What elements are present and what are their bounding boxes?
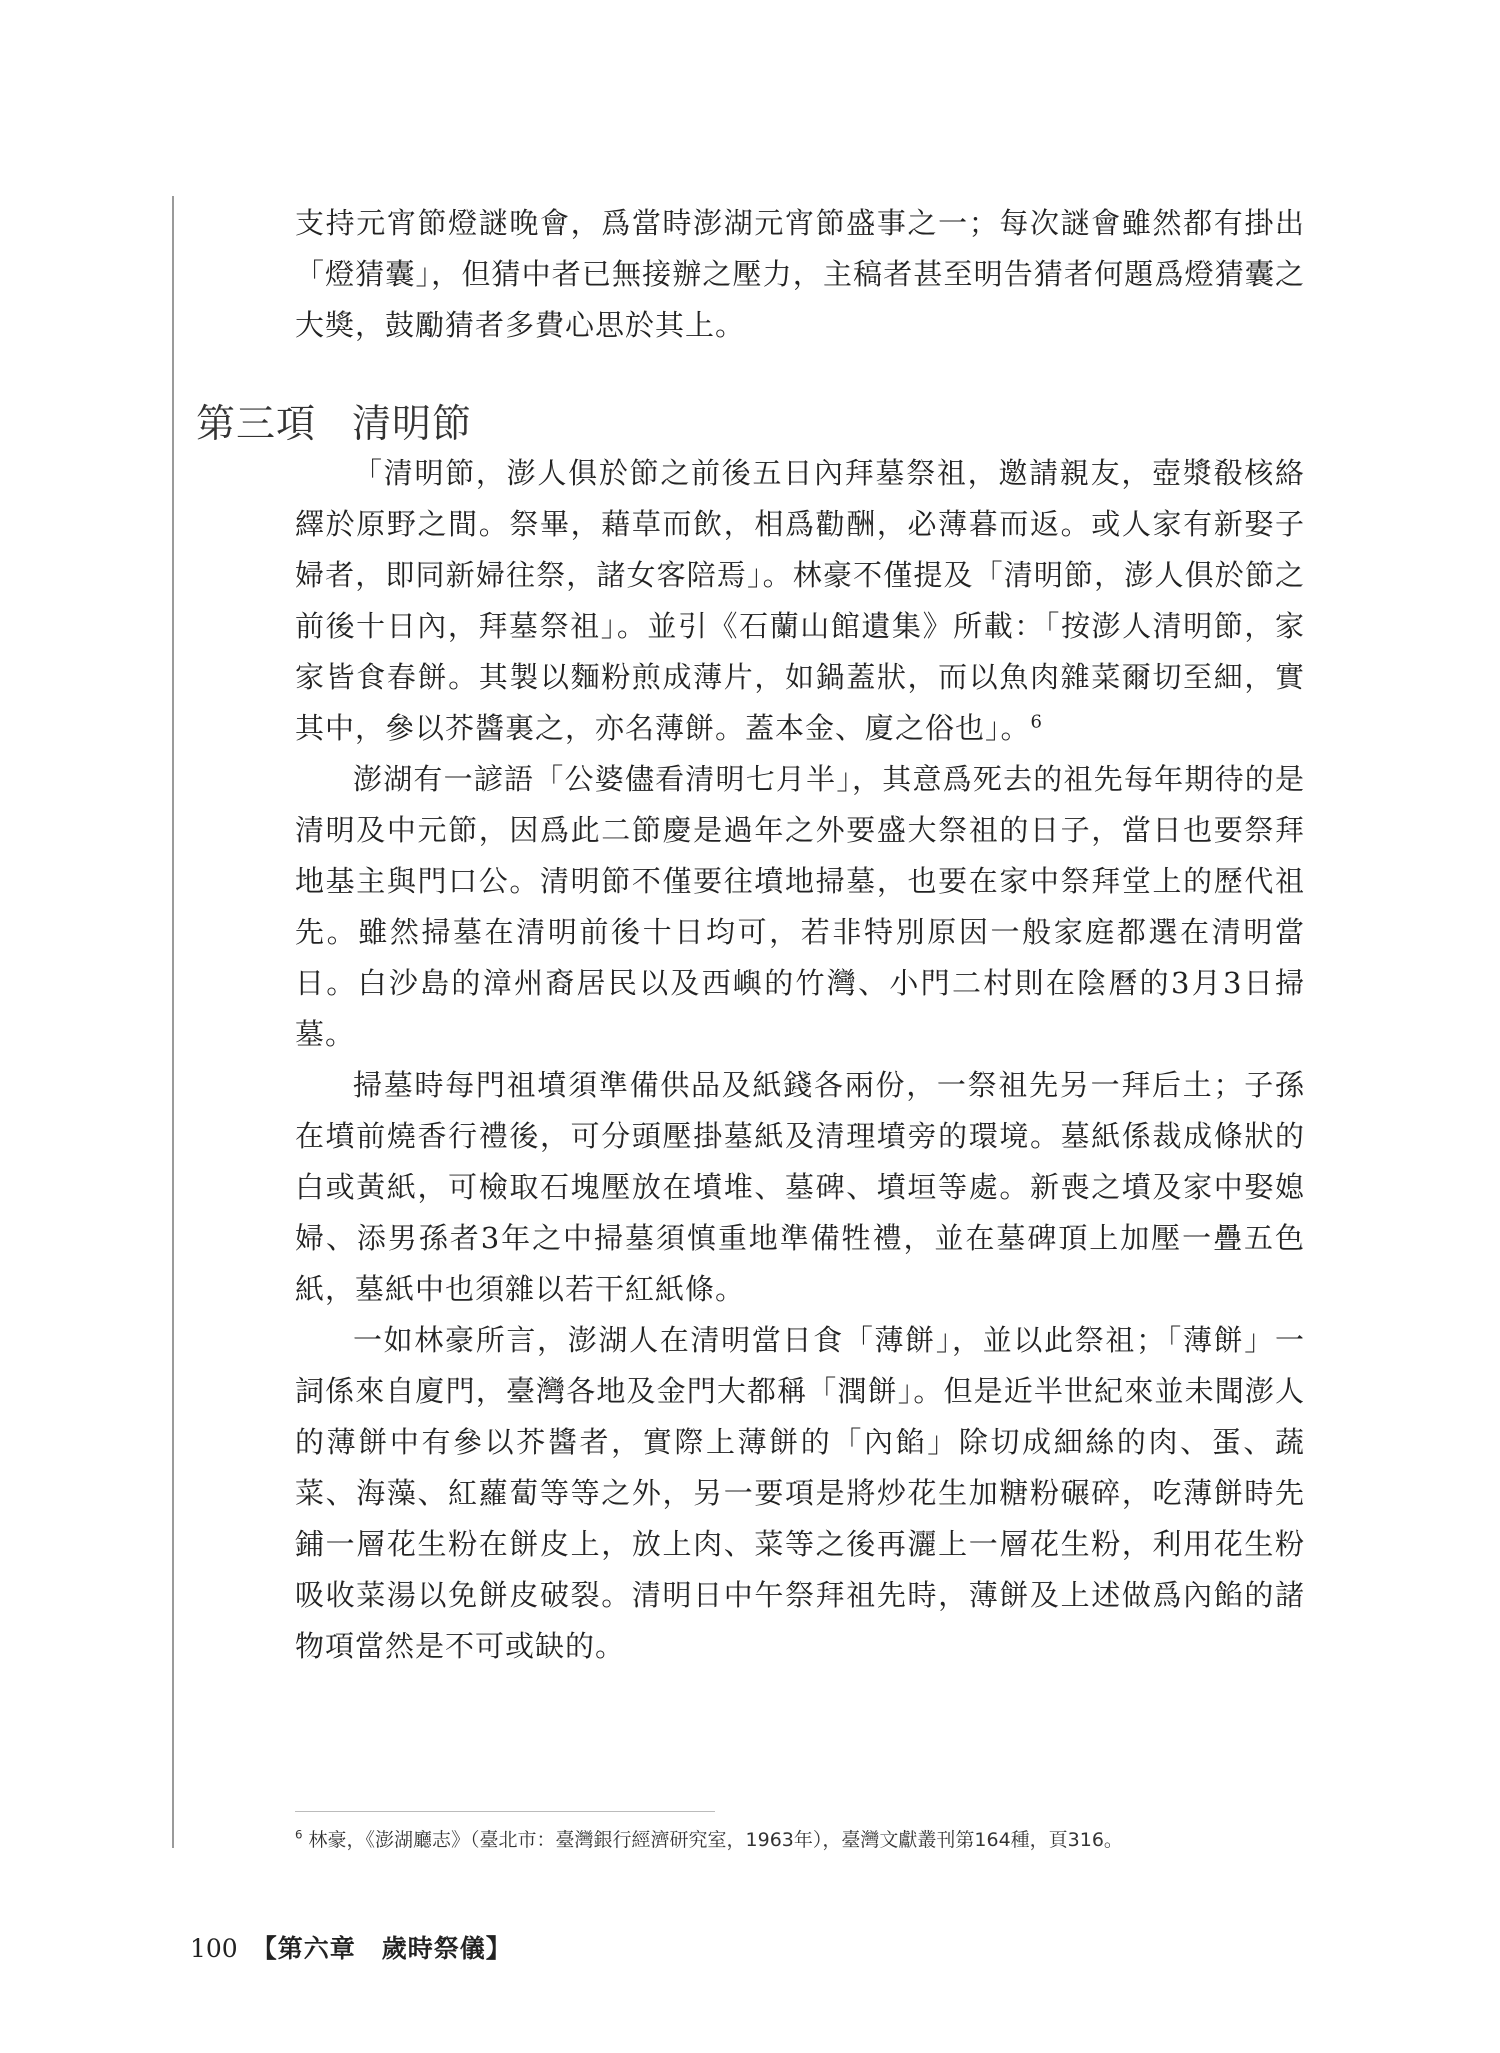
chapter-label: 【第六章 歲時祭儀】 [251,1934,512,1963]
section-heading [196,400,472,450]
intro-paragraph [295,198,1305,351]
margin-rule [172,196,174,1848]
intro-paragraph-text: 支持元宵節燈謎晚會，爲當時澎湖元宵節盛事之一；每次謎會雖然都有掛出「燈猜囊」，但猜中者已無接辦之壓力，主稿者甚至明告猜者何題爲燈猜囊之大獎，鼓勵猜者多費心思於其上。 [295,206,1305,342]
section-number: 第三項 [196,402,317,447]
footnote-divider [295,1811,715,1812]
page-footer [190,1932,512,1966]
section-title: 清明節 [352,402,473,447]
paragraph-3: 掃墓時每門祖墳須準備供品及紙錢各兩份，一祭祖先另一拜后土；子孫在墳前燒香行禮後，可分頭壓掛墓紙及清理墳旁的環境。墓紙係裁成條狀的白或黃紙，可檢取石塊壓放在墳堆、墓碑、墳垣等處。新喪之墳及家中娶媳婦、添男孫者3年之中掃墓須慎重地準備牲禮，並在墓碑頂上加壓一疊五色紙，墓紙中也須雜以若干紅紙條。 [295,1068,1305,1306]
page-number: 100 [190,1934,238,1963]
footnote-text: 林豪，《澎湖廳志》（臺北市：臺灣銀行經濟研究室，1963年），臺灣文獻叢刊第164種，頁316。 [302,1829,1123,1851]
footnote [295,1826,1305,1854]
footnote-reference[interactable]: 6 [1030,711,1043,733]
footnote-number: 6 [295,1827,303,1842]
paragraph-1-text: 「清明節，澎人俱於節之前後五日內拜墓祭祖，邀請親友，壺漿殽核絡繹於原野之間。祭畢，藉草而飲，相爲勸酬，必薄暮而返。或人家有新娶子婦者，即同新婦往祭，諸女客陪焉」。林豪不僅提及「清明節，澎人俱於節之前後十日內，拜墓祭祖」。並引《石蘭山館遺集》所載：「按澎人清明節，家家皆食春餅。其製以麵粉煎成薄片，如鍋蓋狀，而以魚肉雜菜爾切至細，實其中，參以芥醬裏之，亦名薄餅。蓋本金、廈之俗也」。 [295,456,1305,745]
paragraph-4: 一如林豪所言，澎湖人在清明當日食「薄餅」，並以此祭祖；「薄餅」一詞係來自廈門，臺灣各地及金門大都稱「潤餅」。但是近半世紀來並未聞澎人的薄餅中有參以芥醬者，實際上薄餅的「內餡」除切成細絲的肉、蛋、蔬菜、海藻、紅蘿蔔等等之外，另一要項是將炒花生加糖粉碾碎，吃薄餅時先鋪一層花生粉在餅皮上，放上肉、菜等之後再灑上一層花生粉，利用花生粉吸收菜湯以免餅皮破裂。清明日中午祭拜祖先時，薄餅及上述做爲內餡的諸物項當然是不可或缺的。 [295,1323,1305,1663]
paragraph-1 [295,448,1305,754]
paragraph-2: 澎湖有一諺語「公婆儘看清明七月半」，其意爲死去的祖先每年期待的是清明及中元節，因爲此二節慶是過年之外要盛大祭祖的日子，當日也要祭拜地基主與門口公。清明節不僅要往墳地掃墓，也要在家中祭拜堂上的歷代祖先。雖然掃墓在清明前後十日均可，若非特別原因一般家庭都選在清明當日。白沙島的漳州裔居民以及西嶼的竹灣、小門二村則在陰曆的3月3日掃墓。 [295,762,1305,1051]
body-text [295,448,1305,1672]
